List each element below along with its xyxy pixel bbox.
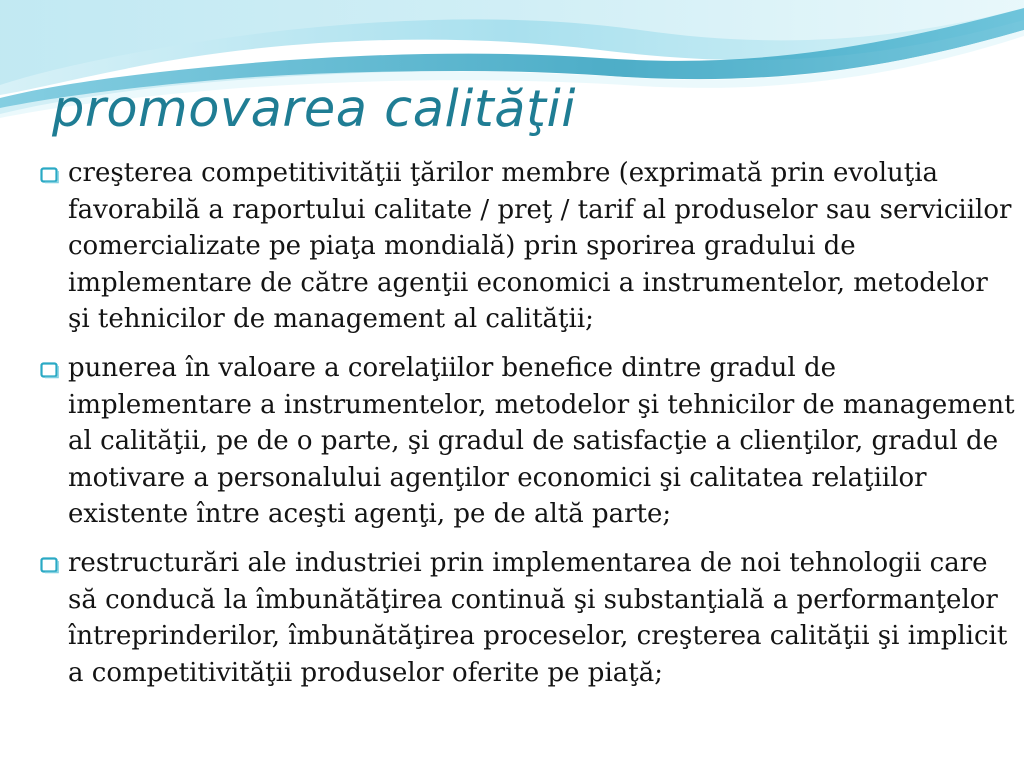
list-item xyxy=(40,155,1015,338)
checkbox-square-icon xyxy=(40,167,59,184)
bullet-text: punerea în valoare a corelaţiilor benefice dintre gradul de implementare a instrumentelor, metodelor şi tehnicilor de management al calităţii, pe de o parte, şi gradul de satisfacţie a clienţilor, gradul de motivare a personalului agenţilor economici şi calitatea relaţiilor existente între aceşti agenţi, pe de altă parte; xyxy=(68,352,1015,530)
bullet-list xyxy=(40,155,1015,703)
list-item xyxy=(40,545,1015,691)
list-item xyxy=(40,350,1015,533)
checkbox-square-icon xyxy=(40,362,59,379)
slide-title: promovarea calităţii xyxy=(52,80,576,139)
checkbox-square-icon xyxy=(40,557,59,574)
bullet-text: creşterea competitivităţii ţărilor membre (exprimată prin evoluţia favorabilă a raportului calitate / preţ / tarif al produselor sau serviciilor comercializate pe piaţa mondială) prin sporirea gradului de implementare de către agenţii economici a instrumentelor, metodelor şi tehnicilor de management al calităţii; xyxy=(68,158,1012,335)
bullet-text: restructurări ale industriei prin implementarea de noi tehnologii care să conducă la îmbunătăţirea continuă şi substanţială a performanţelor întreprinderilor, îmbunătăţirea proceselor, creşterea calităţii şi implicit a competitivităţii produselor oferite pe piaţă; xyxy=(68,547,1008,688)
